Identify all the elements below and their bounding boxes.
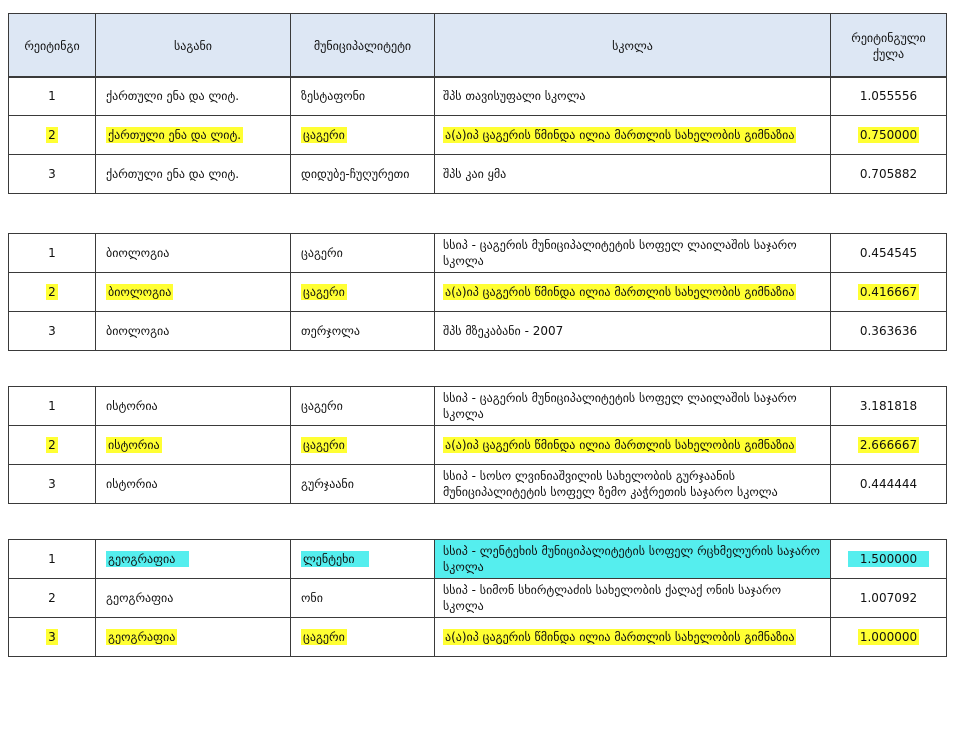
rank-cell-text: 3 bbox=[48, 167, 56, 181]
header-score: რეიტინგული ქულა bbox=[831, 14, 947, 78]
municipality-cell-text: ზესტაფონი bbox=[301, 89, 366, 103]
subject-cell-text: ისტორია bbox=[106, 399, 158, 413]
score-cell-text: 3.181818 bbox=[859, 399, 918, 413]
subject-cell-text: ბიოლოგია bbox=[108, 285, 172, 299]
municipality-cell-text: გურჯაანი bbox=[301, 477, 354, 491]
municipality-cell bbox=[291, 426, 435, 465]
score-cell-text: 1.000000 bbox=[859, 630, 918, 644]
rank-cell-text: 2 bbox=[48, 438, 56, 452]
rank-cell bbox=[9, 618, 96, 657]
group-table-history bbox=[8, 386, 947, 504]
group-table-georgian bbox=[8, 76, 947, 194]
rank-cell bbox=[9, 540, 96, 579]
score-cell bbox=[831, 540, 947, 579]
school-cell bbox=[435, 540, 831, 579]
score-cell bbox=[831, 465, 947, 504]
rank-cell bbox=[9, 312, 96, 351]
rank-cell bbox=[9, 465, 96, 504]
table-row bbox=[9, 387, 947, 426]
subject-cell bbox=[96, 312, 291, 351]
rank-cell-text: 2 bbox=[48, 285, 56, 299]
school-cell bbox=[435, 387, 831, 426]
subject-cell bbox=[96, 618, 291, 657]
subject-cell-text: ისტორია bbox=[106, 477, 158, 491]
school-cell-text: სსიპ - ლენტეხის მუნიციპალიტეტის სოფელ რცხმელურის საჯარო სკოლა bbox=[443, 544, 820, 574]
header-subject: საგანი bbox=[96, 14, 291, 78]
rank-cell-text: 3 bbox=[48, 630, 56, 644]
municipality-cell-text: ცაგერი bbox=[303, 630, 345, 644]
score-cell-text: 0.444444 bbox=[859, 477, 918, 491]
score-cell bbox=[831, 77, 947, 116]
table-row bbox=[9, 77, 947, 116]
subject-cell bbox=[96, 426, 291, 465]
municipality-cell bbox=[291, 387, 435, 426]
table-row bbox=[9, 234, 947, 273]
subject-cell bbox=[96, 273, 291, 312]
municipality-cell-text: ცაგერი bbox=[303, 128, 345, 142]
municipality-cell bbox=[291, 618, 435, 657]
subject-cell-text: გეოგრაფია bbox=[106, 591, 174, 605]
municipality-cell-text: ცაგერი bbox=[303, 285, 345, 299]
score-cell bbox=[831, 579, 947, 618]
rank-cell-text: 3 bbox=[48, 324, 56, 338]
rank-cell-text: 1 bbox=[48, 552, 56, 566]
rank-cell bbox=[9, 426, 96, 465]
subject-cell-text: გეოგრაფია bbox=[106, 551, 189, 567]
municipality-cell bbox=[291, 273, 435, 312]
municipality-cell bbox=[291, 234, 435, 273]
table-row bbox=[9, 155, 947, 194]
score-cell bbox=[831, 618, 947, 657]
rank-cell-text: 2 bbox=[48, 591, 56, 605]
school-cell-text: შპს მზეკაბანი - 2007 bbox=[443, 324, 564, 338]
table-row bbox=[9, 273, 947, 312]
school-cell-text: სსიპ - ცაგერის მუნიციპალიტეტის სოფელ ლაილაშის საჯარო სკოლა bbox=[443, 391, 797, 421]
score-cell-text: 1.500000 bbox=[848, 551, 929, 567]
school-cell bbox=[435, 155, 831, 194]
score-cell-text: 0.416667 bbox=[859, 285, 918, 299]
rank-cell-text: 1 bbox=[48, 89, 56, 103]
school-cell-text: ა(ა)იპ ცაგერის წმინდა ილია მართლის სახელობის გიმნაზია bbox=[445, 128, 795, 142]
header-row bbox=[9, 14, 947, 78]
score-cell-text: 0.363636 bbox=[859, 324, 918, 338]
table-row bbox=[9, 116, 947, 155]
school-cell-text: სსიპ - სიმონ სხირტლაძის სახელობის ქალაქ ონის საჯარო სკოლა bbox=[443, 583, 782, 613]
rank-cell bbox=[9, 273, 96, 312]
subject-cell-text: ბიოლოგია bbox=[106, 246, 170, 260]
table-row bbox=[9, 579, 947, 618]
subject-cell-text: ისტორია bbox=[108, 438, 160, 452]
municipality-cell bbox=[291, 579, 435, 618]
header-table bbox=[8, 13, 947, 78]
header-rating: რეიტინგი bbox=[9, 14, 96, 78]
rank-cell bbox=[9, 155, 96, 194]
subject-cell bbox=[96, 465, 291, 504]
score-cell-text: 0.750000 bbox=[859, 128, 918, 142]
subject-cell bbox=[96, 540, 291, 579]
school-cell bbox=[435, 116, 831, 155]
school-cell bbox=[435, 579, 831, 618]
subject-cell-text: ქართული ენა და ლიტ. bbox=[106, 89, 240, 103]
municipality-cell-text: ცაგერი bbox=[301, 246, 343, 260]
score-cell bbox=[831, 273, 947, 312]
municipality-cell bbox=[291, 116, 435, 155]
municipality-cell-text: ლენტეხი bbox=[301, 551, 369, 567]
rank-cell-text: 2 bbox=[48, 128, 56, 142]
municipality-cell bbox=[291, 540, 435, 579]
score-cell bbox=[831, 155, 947, 194]
rank-cell bbox=[9, 579, 96, 618]
score-cell-text: 0.705882 bbox=[859, 167, 918, 181]
rank-cell bbox=[9, 77, 96, 116]
score-cell-text: 2.666667 bbox=[859, 438, 918, 452]
rank-cell bbox=[9, 234, 96, 273]
municipality-cell-text: ცაგერი bbox=[301, 399, 343, 413]
municipality-cell bbox=[291, 465, 435, 504]
subject-cell bbox=[96, 155, 291, 194]
score-cell bbox=[831, 387, 947, 426]
score-cell bbox=[831, 234, 947, 273]
subject-cell-text: ქართული ენა და ლიტ. bbox=[108, 128, 242, 142]
rank-cell-text: 3 bbox=[48, 477, 56, 491]
header-school: სკოლა bbox=[435, 14, 831, 78]
school-cell bbox=[435, 77, 831, 116]
score-cell bbox=[831, 312, 947, 351]
subject-cell bbox=[96, 579, 291, 618]
score-cell-text: 1.055556 bbox=[859, 89, 918, 103]
school-cell-text: ა(ა)იპ ცაგერის წმინდა ილია მართლის სახელობის გიმნაზია bbox=[445, 630, 795, 644]
municipality-cell bbox=[291, 312, 435, 351]
score-cell-text: 1.007092 bbox=[859, 591, 918, 605]
school-cell-text: ა(ა)იპ ცაგერის წმინდა ილია მართლის სახელობის გიმნაზია bbox=[445, 285, 795, 299]
municipality-cell bbox=[291, 155, 435, 194]
school-cell-text: შპს თავისუფალი სკოლა bbox=[443, 89, 586, 103]
school-cell bbox=[435, 618, 831, 657]
subject-cell bbox=[96, 387, 291, 426]
school-cell bbox=[435, 312, 831, 351]
score-cell bbox=[831, 426, 947, 465]
rank-cell-text: 1 bbox=[48, 399, 56, 413]
rank-cell bbox=[9, 116, 96, 155]
subject-cell bbox=[96, 77, 291, 116]
municipality-cell bbox=[291, 77, 435, 116]
group-table-biology bbox=[8, 233, 947, 351]
school-cell-text: სსიპ - ცაგერის მუნიციპალიტეტის სოფელ ლაილაშის საჯარო სკოლა bbox=[443, 238, 797, 268]
table-row bbox=[9, 426, 947, 465]
table-row bbox=[9, 540, 947, 579]
school-cell bbox=[435, 234, 831, 273]
rank-cell bbox=[9, 387, 96, 426]
header-municipality: მუნიციპალიტეტი bbox=[291, 14, 435, 78]
rank-cell-text: 1 bbox=[48, 246, 56, 260]
school-cell-text: სსიპ - სოსო ლვინიაშვილის სახელობის გურჯაანის მუნიციპალიტეტის სოფელ ზემო კაჭრეთის საჯარო სკოლა bbox=[443, 469, 778, 499]
school-cell bbox=[435, 273, 831, 312]
municipality-cell-text: ცაგერი bbox=[303, 438, 345, 452]
school-cell bbox=[435, 426, 831, 465]
subject-cell bbox=[96, 234, 291, 273]
subject-cell bbox=[96, 116, 291, 155]
table-row bbox=[9, 618, 947, 657]
subject-cell-text: ქართული ენა და ლიტ. bbox=[106, 167, 240, 181]
school-cell bbox=[435, 465, 831, 504]
table-row bbox=[9, 465, 947, 504]
table-row bbox=[9, 312, 947, 351]
subject-cell-text: გეოგრაფია bbox=[108, 630, 176, 644]
subject-cell-text: ბიოლოგია bbox=[106, 324, 170, 338]
group-table-geography bbox=[8, 539, 947, 657]
school-cell-text: შპს კაი ყმა bbox=[443, 167, 507, 181]
municipality-cell-text: დიდუბე-ჩუღურეთი bbox=[301, 167, 410, 181]
municipality-cell-text: თერჯოლა bbox=[301, 324, 361, 338]
score-cell bbox=[831, 116, 947, 155]
municipality-cell-text: ონი bbox=[301, 591, 323, 605]
school-cell-text: ა(ა)იპ ცაგერის წმინდა ილია მართლის სახელობის გიმნაზია bbox=[445, 438, 795, 452]
score-cell-text: 0.454545 bbox=[859, 246, 918, 260]
